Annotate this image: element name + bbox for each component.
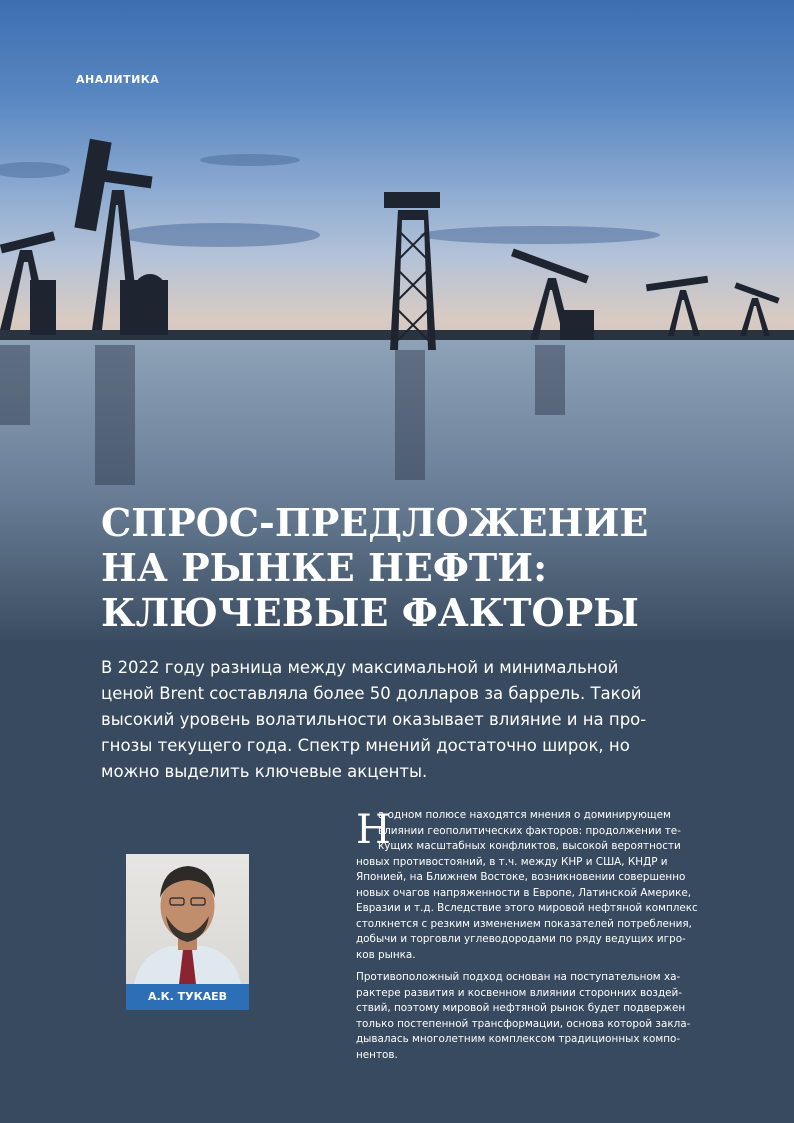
article-body bbox=[356, 808, 698, 1063]
article-title bbox=[101, 500, 648, 635]
author-name: А.К. ТУКАЕВ bbox=[147, 990, 228, 1003]
body-line: новых противостояний, в т.ч. между КНР и США, КНДР и bbox=[356, 855, 668, 868]
derrick-tower bbox=[384, 192, 440, 350]
body-line: нентов. bbox=[356, 1048, 398, 1061]
title-line: СПРОС-ПРЕДЛОЖЕНИЕ bbox=[101, 500, 649, 545]
body-line: Противоположный подход основан на поступательном ха- bbox=[356, 971, 681, 983]
body-line: кущих масштабных конфликтов, высокой вероятности bbox=[378, 840, 681, 852]
article-paragraph bbox=[356, 808, 698, 963]
title-line: НА РЫНКЕ НЕФТИ: bbox=[101, 545, 548, 590]
drop-cap: Н bbox=[356, 807, 391, 853]
body-line: только постепенной трансформации, основа которой закла- bbox=[356, 1017, 691, 1030]
section-label: АНАЛИТИКА bbox=[76, 73, 160, 86]
lead-line: гнозы текущего года. Спектр мнений достаточно широк, но bbox=[101, 736, 630, 755]
lead-line: можно выделить ключевые акценты. bbox=[101, 762, 428, 781]
body-line: рактере развития и косвенном влиянии сторонних воздей- bbox=[356, 986, 683, 999]
body-line: добычи и торговли углеводородами по ряду ведущих игро- bbox=[356, 933, 686, 945]
portrait-illustration bbox=[126, 854, 249, 984]
body-line: влиянии геополитических факторов: продолжении те- bbox=[378, 824, 681, 837]
body-line: Японией, на Ближнем Востоке, возникновении совершенно bbox=[356, 871, 686, 883]
pump-jack-right-1 bbox=[511, 249, 594, 340]
lead-line: высокий уровень волатильности оказывает влияние и на про- bbox=[101, 710, 647, 729]
body-line: Евразии и т.д. Вследствие этого мировой нефтяной комплекс bbox=[356, 902, 698, 914]
lead-line: ценой Brent составляла более 50 долларов за баррель. Такой bbox=[101, 684, 642, 703]
author-card bbox=[126, 854, 249, 1010]
title-line: КЛЮЧЕВЫЕ ФАКТОРЫ bbox=[101, 590, 639, 635]
body-line: а одном полюсе находятся мнения о доминирующем bbox=[378, 809, 671, 821]
lead-paragraph bbox=[101, 655, 701, 785]
pump-jack-right-3 bbox=[734, 282, 779, 336]
lead-line: В 2022 году разница между максимальной и минимальной bbox=[101, 658, 619, 677]
body-line: ствий, поэтому мировой нефтяной рынок будет подвержен bbox=[356, 1002, 686, 1014]
pump-jacks bbox=[0, 139, 780, 350]
author-portrait bbox=[126, 854, 249, 984]
pump-jack-right-2 bbox=[646, 276, 708, 336]
body-line: дывалась многолетним комплексом традиционных компо- bbox=[356, 1033, 681, 1045]
body-line: ков рынка. bbox=[356, 948, 416, 961]
body-line: столкнется с резким изменением показателей потребления, bbox=[356, 917, 692, 930]
article-paragraph bbox=[356, 970, 698, 1063]
pump-jack-left bbox=[0, 231, 56, 335]
body-line: новых очагов напряженности в Европе, Латинской Америке, bbox=[356, 886, 692, 899]
